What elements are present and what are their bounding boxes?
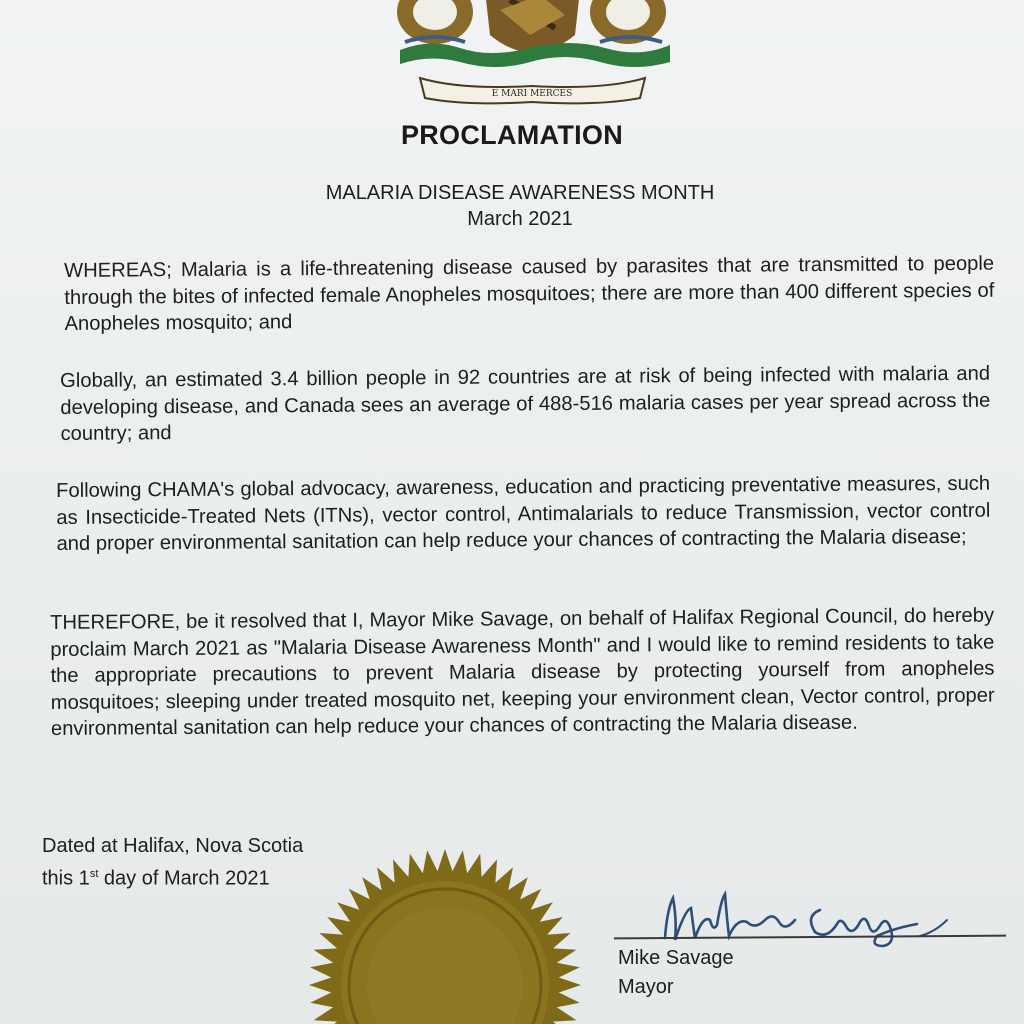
subtitle-date: March 2021 [467, 208, 573, 230]
dated-ordinal: st [89, 868, 99, 880]
signer-name: Mike Savage [618, 947, 734, 969]
page-title: PROCLAMATION [400, 120, 624, 150]
crest-motto: E MARI MERCES [491, 89, 573, 99]
dated-block [42, 832, 303, 893]
dated-prefix: this 1 [42, 867, 90, 890]
whereas-paragraph: WHEREAS; Malaria is a life-threatening disease caused by parasites that are transmitted to people through the bites of infected female Anopheles mosquitoes; there are more than 400 different species of Anopheles mosquito; and [64, 252, 995, 335]
globally-paragraph: Globally, an estimated 3.4 billion people in 92 countries are at risk of being infected with malaria and developing disease, and Canada sees an average of 488-516 malaria cases per year spread across the country; and [60, 362, 991, 445]
dated-date [42, 860, 303, 893]
following-paragraph: Following CHAMA's global advocacy, awareness, education and practicing preventative measures, such as Insecticide-Treated Nets (ITNs), vector control, Antimalarials to reduce Transmission, vector control and proper environmental sanitation can help reduce your chances of contracting the Malaria disease; [56, 472, 991, 555]
subtitle [0, 180, 1024, 232]
gold-seal [305, 845, 585, 1024]
subtitle-heading: MALARIA DISEASE AWARENESS MONTH [325, 182, 715, 204]
dated-location: Dated at Halifax, Nova Scotia [42, 835, 304, 857]
mayor-signature [655, 880, 955, 950]
halifax-coat-of-arms [390, 0, 680, 115]
signer-block [618, 944, 734, 1002]
signer-title: Mayor [618, 976, 674, 998]
therefore-paragraph: THEREFORE, be it resolved that I, Mayor Mike Savage, on behalf of Halifax Regional Council, do hereby proclaim March 2021 as "Malaria Disease Awareness Month" and I would like to remind residents to take the appropriate precautions to prevent Malaria disease by protecting yourself from anopheles mosquitoes; sleeping under treated mosquito net, keeping your environment clean, Vector control, proper environmental sanitation can help reduce your chances of contracting the Malaria disease. [50, 604, 995, 740]
dated-suffix: day of March 2021 [98, 867, 270, 890]
